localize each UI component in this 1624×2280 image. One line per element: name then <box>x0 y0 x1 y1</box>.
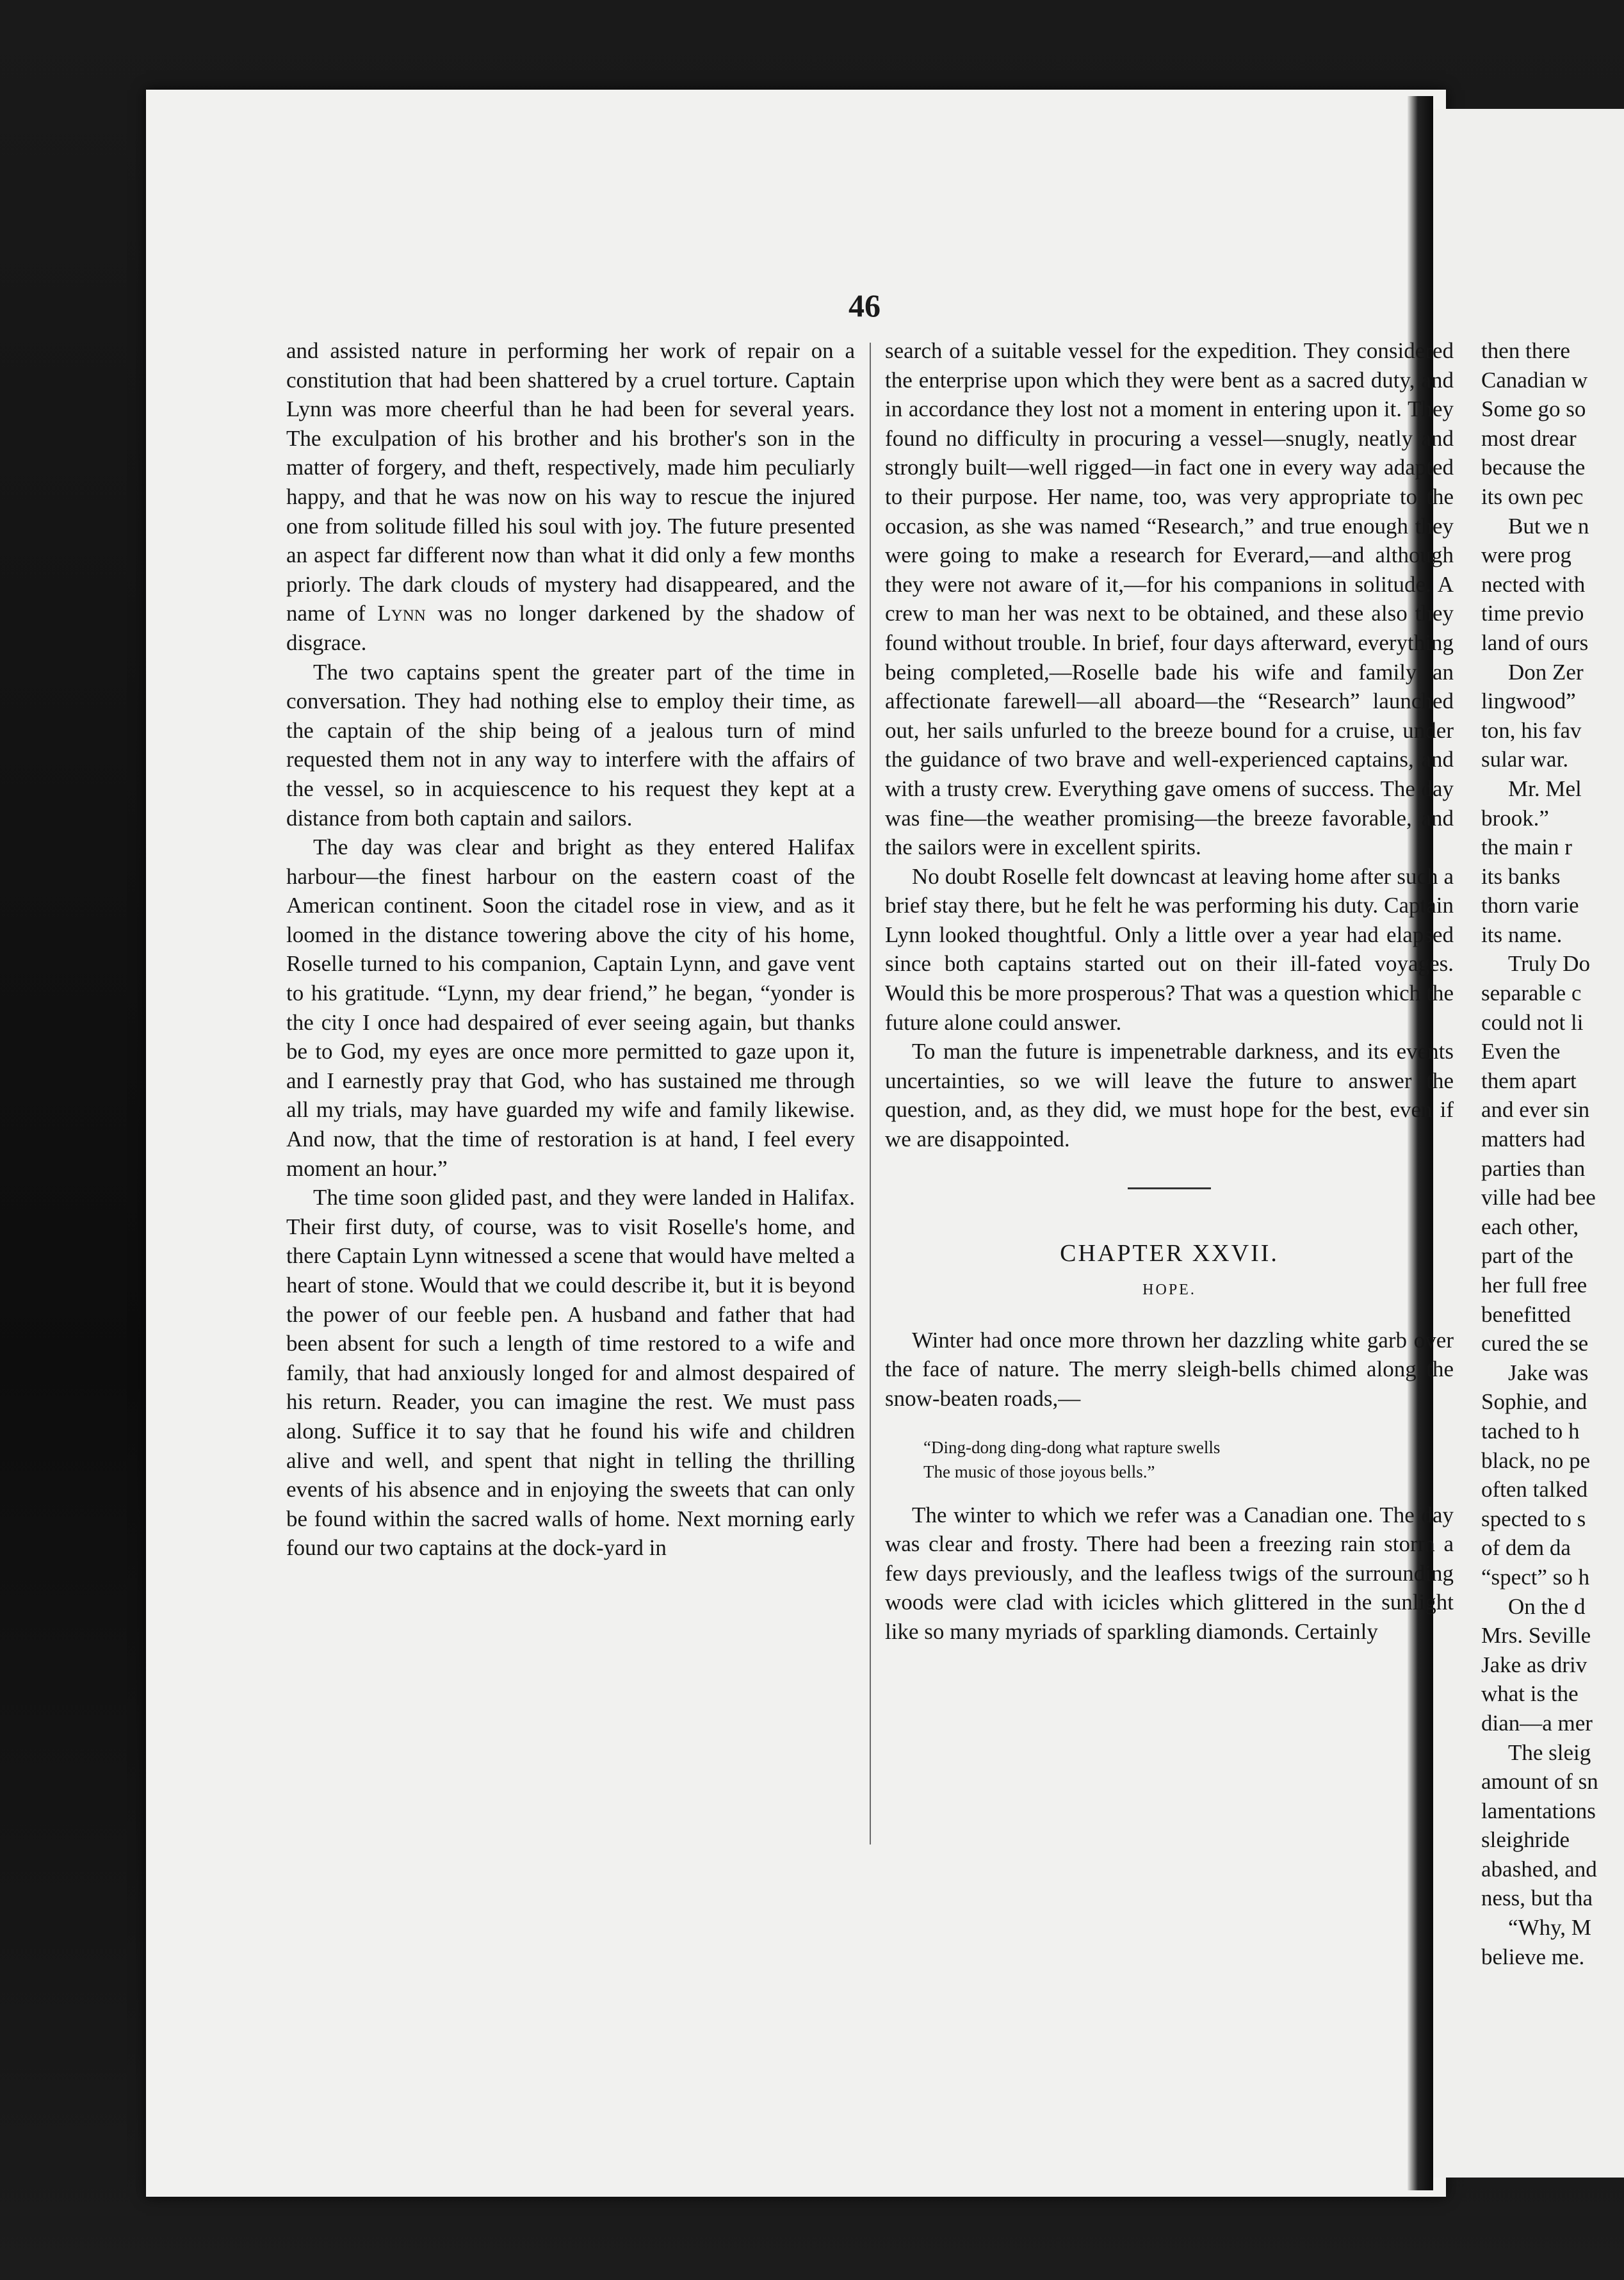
fragment-line: most drear <box>1481 425 1577 451</box>
verse-line: The music of those joyous bells.” <box>923 1462 1155 1481</box>
fragment-line: time previo <box>1481 601 1584 626</box>
fragment-line: The sleig <box>1508 1739 1591 1765</box>
fragment-line: the main r <box>1481 835 1572 860</box>
paragraph: The two captains spent the greater part of the time in conversation. They had nothing else to employ their time, as the captain of the ship being of a jealous turn of mind requested them not in any way to interfere with the affairs of the vessel, so in acquiescence to his request they kept at a distance from both captain and sailors. <box>286 659 855 831</box>
fragment-line: its banks <box>1481 863 1561 889</box>
fragment-line: “Why, M <box>1508 1915 1591 1941</box>
fragment-line: “spect” so h <box>1481 1564 1590 1590</box>
fragment-line: Truly Do <box>1508 951 1591 977</box>
chapter-heading: CHAPTER XXVII. <box>1060 1239 1279 1267</box>
fragment-line: sular war. <box>1481 747 1569 772</box>
fragment-line: dian—a mer <box>1481 1710 1593 1736</box>
fragment-line: separable c <box>1481 981 1582 1006</box>
paragraph: No doubt Roselle felt downcast at leaving home after such a brief stay there, but he felt he was performing his duty. Captain Lynn looked thoughtful. Only a little over a year had elapsed since both captains started out on their ill-fated voyages. Would this be more prosperous? That was a question which the future alone could answer. <box>885 863 1454 1035</box>
fragment-line: brook.” <box>1481 805 1549 831</box>
fragment-line: Even the <box>1481 1039 1561 1064</box>
fragment-line: ville had bee <box>1481 1185 1596 1210</box>
fragment-line: often talked <box>1481 1477 1588 1502</box>
fragment-line: abashed, and <box>1481 1856 1597 1882</box>
fragment-line: nected with <box>1481 571 1586 597</box>
fragment-line: Canadian w <box>1481 367 1588 393</box>
fragment-line: ton, his fav <box>1481 717 1582 743</box>
paragraph: The day was clear and bright as they entered Halifax harbour—the finest harbour on the eastern coast of the American continent. Soon the citadel rose in view, and as it loomed in the distance towering above the city of his home, Roselle turned to his companion, Captain Lynn, and gave vent to his gratitude. “Lynn, my dear friend,” he began, “yonder is the city I once had despaired of ever seeing again, but thanks be to God, my eyes are once more permitted to gaze upon it, and I earnestly pray that God, who has sustained me through all my trials, may have guarded my wife and family likewise. And now, that the time of restoration is at hand, I feel every moment an hour.” <box>286 835 855 1181</box>
fragment-line: each other, <box>1481 1214 1579 1239</box>
fragment-line: and ever sin <box>1481 1097 1590 1123</box>
fragment-line: Jake as driv <box>1481 1652 1587 1677</box>
verse-line: “Ding-dong ding-dong what rapture swells <box>923 1437 1221 1457</box>
paragraph-text: was no longer darkened by the shadow of disgrace. <box>286 601 855 655</box>
fragment-line: parties than <box>1481 1155 1586 1181</box>
fragment-line: cured the se <box>1481 1331 1589 1356</box>
fragment-line: land of ours <box>1481 630 1589 655</box>
fragment-line: Mr. Mel <box>1508 776 1582 801</box>
fragment-line: part of the <box>1481 1243 1573 1269</box>
fragment-line: black, no pe <box>1481 1447 1591 1473</box>
fragment-line: lingwood” <box>1481 688 1576 714</box>
fragment-line: benefitted <box>1481 1301 1571 1327</box>
fragment-line: matters had <box>1481 1127 1586 1152</box>
fragment-line: Some go so <box>1481 396 1586 422</box>
fragment-line: of dem da <box>1481 1535 1571 1561</box>
fragment-line: tached to h <box>1481 1418 1580 1444</box>
page-number: 46 <box>849 288 881 323</box>
fragment-line: its own pec <box>1481 484 1584 509</box>
fragment-line: her full free <box>1481 1273 1587 1298</box>
paragraph: To man the future is impenetrable darkness, and its events uncertainties, so we will leave the future to answer the question, and, as they did, we must hope for the best, even if we are disappointed. <box>885 1039 1454 1152</box>
fragment-line: On the d <box>1508 1593 1586 1619</box>
fragment-line: then there <box>1481 338 1570 363</box>
fragment-line: what is the <box>1481 1681 1579 1707</box>
fragment-line: lamentations <box>1481 1798 1596 1823</box>
fragment-line: them apart <box>1481 1068 1577 1093</box>
paragraph: The winter to which we refer was a Canadian one. The day was clear and frosty. There had been a freezing rain storm a few days previously, and the leafless twigs of the surrounding woods were clad with icicles which glittered in the sunlight like so many myriads of sparkling diamonds. Certainly <box>885 1502 1454 1644</box>
paragraph: The time soon glided past, and they were landed in Halifax. Their first duty, of course, was to visit Roselle's home, and there Captain Lynn witnessed a scene that would have melted a heart of stone. Would that we could describe it, but it is beyond the power of our feeble pen. A husband and father that had been absent for such a length of time restored to a wife and family, that had anxiously longed for and almost despaired of his return. Reader, you can imagine the rest. We must pass along. Suffice it to say that he found his wife and children alive and well, and spent that night in telling the thrilling events of his absence and in enjoying the sweets that can only be found within the sacred walls of home. Next morning early found our two captains at the dock-yard in <box>286 1185 855 1561</box>
paragraph: Winter had once more thrown her dazzling white garb over the face of nature. The merry sleigh-bells chimed along the snow-beaten roads,— <box>885 1327 1454 1411</box>
fragment-line: sleighride <box>1481 1827 1570 1853</box>
text-column-left <box>286 336 855 1563</box>
right-page-text-fragments <box>1481 336 1624 1971</box>
chapter-subtitle: HOPE. <box>1142 1282 1196 1299</box>
fragment-line: Sophie, and <box>1481 1389 1587 1415</box>
fragment-line: But we n <box>1508 513 1589 539</box>
fragment-line: because the <box>1481 455 1586 480</box>
column-divider <box>870 343 871 1844</box>
fragment-line: Mrs. Seville <box>1481 1623 1591 1649</box>
paragraph: search of a suitable vessel for the expedition. They considered the enterprise upon which they were bent as a sacred duty, and in accordance they lost not a moment in entering upon it. They found no difficulty in procuring a vessel—snugly, neatly and strongly built—well rigged—in fact one in every way adapted to their purpose. Her name, too, was very appropriate to the occasion, as she was named “Research,” and true enough they were going to make a research for Everard,—and although they were not aware of it,—for his companions in solitude. A crew to man her was next to be obtained, and these also they found without trouble. In brief, four days afterward, everything being completed,—Roselle bade his wife and family an affectionate farewell—all aboard—the “Research” launched out, her sails unfurled to the breeze bound for a cruise, under the guidance of two brave and well-experienced captains, and with a trusty crew. Everything gave omens of success. The day was fine—the weather promising—the breeze favorable, and the sailors were in excellent spirits. <box>885 338 1454 860</box>
fragment-line: Jake was <box>1508 1360 1589 1385</box>
fragment-line: could not li <box>1481 1009 1584 1035</box>
section-rule <box>1128 1187 1211 1189</box>
fragment-line: ness, but tha <box>1481 1885 1593 1911</box>
fragment-line: spected to s <box>1481 1506 1586 1531</box>
fragment-line: Don Zer <box>1508 659 1584 685</box>
fragment-line: were prog <box>1481 542 1571 568</box>
paragraph <box>286 336 855 658</box>
fragment-line: its name. <box>1481 922 1563 947</box>
fragment-line: amount of sn <box>1481 1769 1598 1795</box>
verse-quote <box>923 1435 1454 1484</box>
text-column-middle <box>885 336 1454 1647</box>
small-caps-name: Lynn <box>377 601 426 626</box>
paragraph-text: and assisted nature in performing her work of repair on a constitution that had been shattered by a cruel torture. Captain Lynn was more cheerful than he had been for several years. The exculpation of his brother and his brother's son in the matter of forgery, and theft, respectively, made him peculiarly happy, and that he was now on his way to rescue the injured one from solitude filled his soul with joy. The future presented an aspect far different now than what it did only a few months priorly. The dark clouds of mystery had disappeared, and the name of <box>286 338 855 626</box>
fragment-line: believe me. <box>1481 1944 1585 1969</box>
fragment-line: thorn varie <box>1481 893 1579 918</box>
